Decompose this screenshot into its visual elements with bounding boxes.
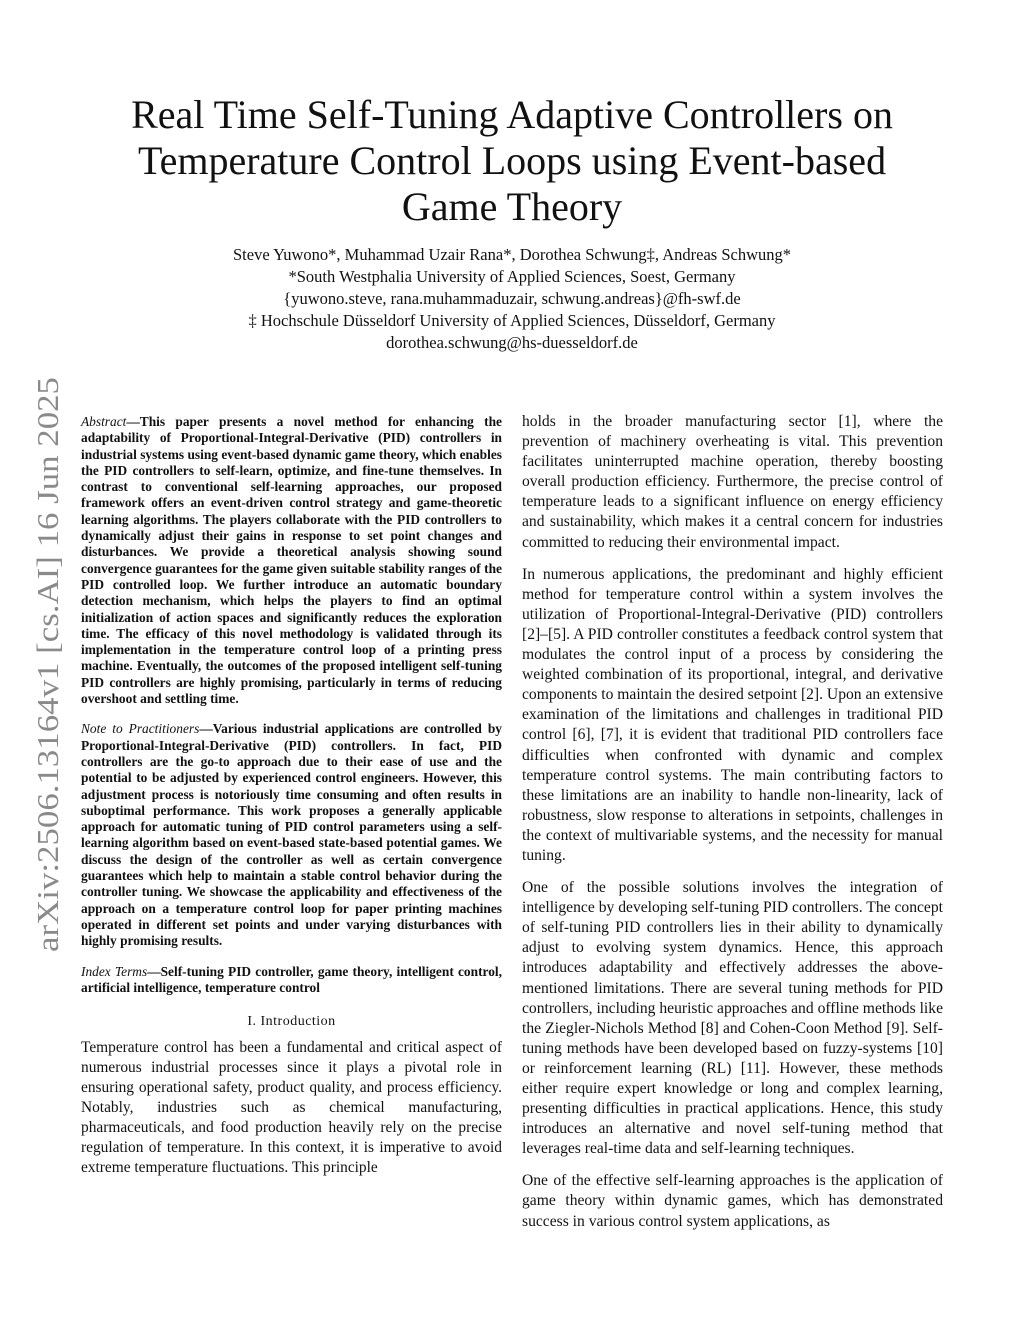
- arxiv-identifier: [14, 372, 72, 972]
- email-hs-duesseldorf: dorothea.schwung@hs-duesseldorf.de: [386, 333, 638, 352]
- index-terms-label: Index Terms: [81, 963, 148, 979]
- note-text: Various industrial applications are controlled by Proportional-Integral-Derivative (PID) controllers. In fact, PID controllers are the go-to approach due to their ease of use and the potential to be adjusted by experienced control engineers. However, this adjustment process is notoriously time consuming and often results in suboptimal performance. This work proposes a generally applicable approach for automatic tuning of PID control parameters using a self-learning algorithm based on event-based state-based potential games. We discuss the design of the controller as well as certain convergence guarantees which help to maintain a stable control behavior during the controller tuning. We showcase the applicability and effectiveness of the approach on a temperature control loop for paper printing machines operated in different set points and under varying disturbances with highly promising results.: [81, 721, 502, 949]
- abstract-text: This paper presents a novel method for enhancing the adaptability of Proportional-Integral-Derivative (PID) controllers in industrial systems using event-based dynamic game theory, which enables the PID controllers to self-learn, optimize, and fine-tune themselves. In contrast to conventional self-learning approaches, our proposed framework offers an event-driven control strategy and game-theoretic learning algorithms. The players collaborate with the PID controllers to dynamically adjust their gains in response to set point changes and disturbances. We provide a theoretical analysis showing sound convergence guarantees for the game given suitable stability ranges of the PID controlled loop. We further introduce an automatic boundary detection mechanism, which helps the players to find an optimal initialization of action spaces and significantly reduces the exploration time. The efficacy of this novel methodology is validated through its implementation in the temperature control loop of a printing press machine. Eventually, the outcomes of the proposed intelligent self-tuning PID controllers are highly promising, particularly in terms of reducing overshoot and settling time.: [81, 414, 502, 707]
- index-terms: Index Terms—Self-tuning PID controller, game theory, intelligent control, artificial intelligence, temperature control: [81, 963, 502, 995]
- body-paragraph: holds in the broader manufacturing sector [1], where the prevention of machinery overheating is vital. This prevention facilitates uninterrupted machine operation, thereby boosting overall production efficiency. Furthermore, the precise control of temperature leads to a significant influence on energy efficiency and sustainability, which makes it a central concern for industries committed to reducing their environmental impact.: [522, 413, 943, 551]
- section-heading-introduction: I. Introduction: [247, 1014, 336, 1030]
- right-column: [522, 412, 943, 1244]
- body-paragraph: In numerous applications, the predominant and highly efficient method for temperature control within a system involves the utilization of Proportional-Integral-Derivative (PID) controllers [2]–[5]. A PID controller constitutes a feedback control system that modulates the control input of a process by considering the weighted combination of its proportional, integral, and derivative components to maintain the desired setpoint [2]. Upon an extensive examination of the limitations and challenges in traditional PID control [6], [7], it is evident that traditional PID controllers face difficulties when confronted with dynamic and complex temperature control systems. The main contributing factors to these limitations are an inability to handle non-linearity, lack of robustness, slow response to alterations in setpoints, challenges in the context of multivariable systems, and the necessity for manual tuning.: [522, 565, 943, 864]
- email-fh-swf: {yuwono.steve, rana.muhammaduzair, schwung.andreas}@fh-swf.de: [283, 289, 741, 308]
- abstract: Abstract—This paper presents a novel method for enhancing the adaptability of Proportional-Integral-Derivative (PID) controllers in industrial systems using event-based dynamic game theory, which enables the PID controllers to self-learn, optimize, and fine-tune themselves. In contrast to conventional self-learning approaches, our proposed framework offers an event-driven control strategy and game-theoretic learning algorithms. The players collaborate with the PID controllers to dynamically adjust their gains in response to set point changes and disturbances. We provide a theoretical analysis showing sound convergence guarantees for the game given suitable stability ranges of the PID controlled loop. We further introduce an automatic boundary detection mechanism, which helps the players to find an optimal initialization of action spaces and significantly reduces the exploration time. The efficacy of this novel methodology is validated through its implementation in the temperature control loop of a printing press machine. Eventually, the outcomes of the proposed intelligent self-tuning PID controllers are highly promising, particularly in terms of reducing overshoot and settling time.: [81, 414, 502, 707]
- abstract-label: Abstract: [81, 414, 127, 429]
- note-to-practitioners: Note to Practitioners—Various industrial applications are controlled by Proportional-Integral-Derivative (PID) controllers. In fact, PID controllers are the go-to approach due to their ease of use and the potential to be adjusted by experienced control engineers. However, this adjustment process is notoriously time consuming and often results in suboptimal performance. This work proposes a generally applicable approach for automatic tuning of PID control parameters using a self-learning algorithm based on event-based state-based potential games. We discuss the design of the controller as well as certain convergence guarantees which help to maintain a stable control behavior during the controller tuning. We showcase the applicability and effectiveness of the approach on a temperature control loop for paper printing machines operated in different set points and under varying disturbances with highly promising results.: [81, 721, 502, 949]
- index-terms-text: Self-tuning PID controller, game theory, intelligent control, artificial intelligence, temperature control: [81, 963, 502, 995]
- paper-title: Real Time Self-Tuning Adaptive Controllers on Temperature Control Loops using Event-based Game Theory: [131, 92, 893, 229]
- author-block: [100, 244, 924, 354]
- body-paragraph: One of the possible solutions involves the integration of intelligence by developing self-tuning PID controllers. The concept of self-tuning PID controllers lies in their ability to dynamically adjust to evolving system dynamics. Hence, this approach introduces adaptability and effectively addresses the above-mentioned limitations. There are several tuning methods for PID controllers, including heuristic approaches and offline methods like the Ziegler-Nichols Method [8] and Cohen-Coon Method [9]. Self-tuning methods have been developed based on fuzzy-systems [10] or reinforcement learning (RL) [11]. However, these methods either require expert knowledge or long and complex learning, presenting difficulties in practical applications. Hence, this study introduces an alternative and novel self-tuning method that leverages real-time data and self-learning techniques.: [522, 879, 943, 1158]
- affiliation-soest: *South Westphalia University of Applied Sciences, Soest, Germany: [288, 267, 736, 286]
- note-label: Note to Practitioners: [81, 721, 200, 737]
- body-paragraph: One of the effective self-learning approaches is the application of game theory within dynamic games, which has demonstrated success in various control system applications, as: [522, 1172, 943, 1230]
- author-names: Steve Yuwono*, Muhammad Uzair Rana*, Dorothea Schwung‡, Andreas Schwung*: [233, 245, 791, 264]
- affiliation-duesseldorf: ‡ Hochschule Düsseldorf University of Applied Sciences, Düsseldorf, Germany: [248, 311, 776, 330]
- arxiv-stamp-text: arXiv:2506.13164v1 [cs.AI] 16 Jun 2025: [30, 440, 65, 952]
- left-column: [81, 414, 502, 1178]
- intro-paragraph: Temperature control has been a fundamental and critical aspect of numerous industrial processes since it plays a pivotal role in ensuring operational safety, product quality, and process efficiency. Notably, industries such as chemical manufacturing, pharmaceuticals, and food production heavily rely on the precise regulation of temperature. In this context, it is imperative to avoid extreme temperature fluctuations. This principle: [81, 1039, 502, 1176]
